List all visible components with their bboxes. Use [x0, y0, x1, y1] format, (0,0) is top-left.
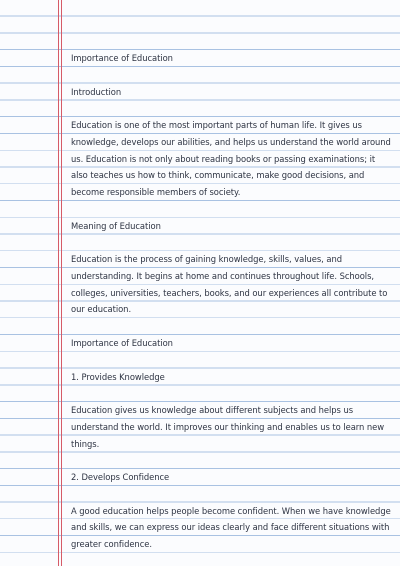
point1-paragraph: Education gives us knowledge about different subjects and helps us understand the world. It improves our thinking and enables us to learn new things.	[71, 405, 385, 449]
meaning-heading: Meaning of Education	[71, 220, 161, 231]
margin-line-left	[58, 0, 59, 566]
point2-paragraph: A good education helps people become confident. When we have knowledge and skills, we can express our ideas clearly and face different situations with greater confidence.	[71, 505, 391, 549]
importance-heading: Importance of Education	[71, 338, 173, 348]
intro-heading: Introduction	[71, 86, 122, 97]
margin-line-right	[61, 0, 62, 566]
point2-heading: 2. Develops Confidence	[71, 472, 170, 482]
point1-heading: 1. Provides Knowledge	[71, 371, 165, 382]
document-title: Importance of Education	[71, 53, 173, 63]
intro-paragraph: Education is one of the most important parts of human life. It gives us knowledge, develops our abilities, and helps us understand the world around us. Education is not only about reading books or passing examinations; it also teaches us how to think, communicate, make good decisions, and become responsible members of society.	[71, 120, 391, 197]
meaning-paragraph: Education is the process of gaining knowledge, skills, values, and understanding. It begins at home and continues throughout life. Schools, colleges, universities, teachers, books, and our experiences all contribute to our education.	[71, 254, 388, 315]
